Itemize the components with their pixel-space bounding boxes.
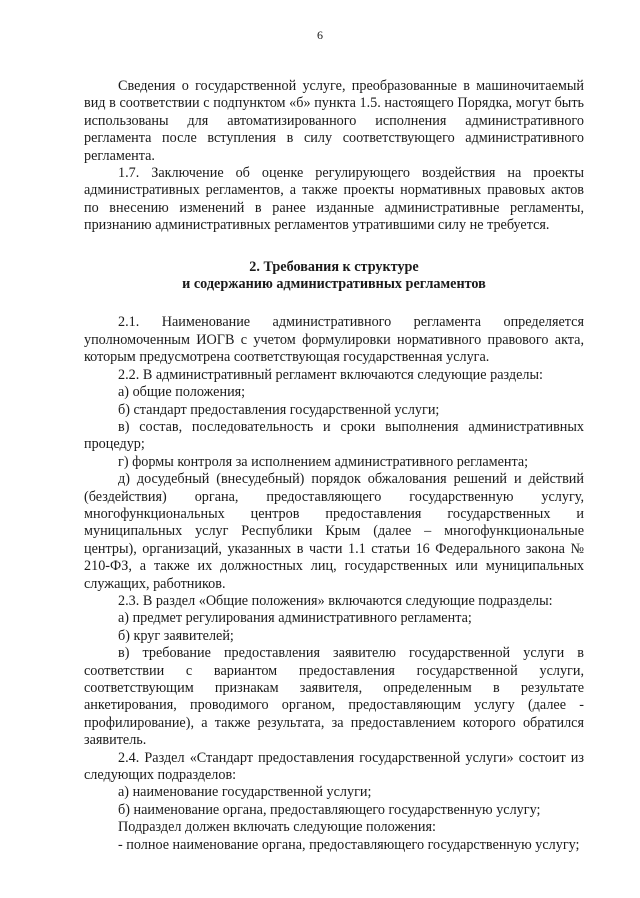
paragraph: Сведения о государственной услуге, преобразованные в машиночитаемый вид в соответствии с подпунктом «б» пункта 1.5. настоящего Порядка, могут быть использованы для автоматизированного исполнения административного регламента после вступления в силу соответствующего административного регламента. xyxy=(84,78,584,164)
paragraph: 1.7. Заключение об оценке регулирующего воздействия на проекты административных регламентов, а также проекты нормативных правовых актов по внесению изменений в ранее изданные административные регламенты, признанию административных регламентов утратившими силу не требуется. xyxy=(84,165,584,234)
paragraph: в) требование предоставления заявителю государственной услуги в соответствии с вариантом предоставления государственной услуги, соответствующим признакам заявителя, определенным в результате анкетирования, проводимого органом, предоставляющим услугу (далее - профилирование), а также результата, за предоставлением которого обратился заявитель. xyxy=(84,645,584,749)
paragraph: б) круг заявителей; xyxy=(118,627,234,644)
paragraph: 2.1. Наименование административного регламента определяется уполномоченным ИОГВ с учетом формулировки нормативного правового акта, которым предусмотрена соответствующая государственная услуга. xyxy=(84,314,584,366)
page-number: 6 xyxy=(317,28,323,42)
paragraph: а) предмет регулирования административного регламента; xyxy=(118,610,472,627)
paragraph: 2.3. В раздел «Общие положения» включаются следующие подразделы: xyxy=(118,592,553,609)
paragraph: 2.4. Раздел «Стандарт предоставления государственной услуги» состоит из следующих подразделов: xyxy=(84,749,584,784)
section-heading xyxy=(84,259,584,294)
paragraph: в) состав, последовательность и сроки выполнения административных процедур; xyxy=(84,418,584,453)
paragraph: б) стандарт предоставления государственной услуги; xyxy=(118,401,440,418)
paragraph: Подраздел должен включать следующие положения: xyxy=(118,819,436,836)
document-body xyxy=(84,78,584,854)
paragraph: а) наименование государственной услуги; xyxy=(118,784,372,801)
section-heading-line-1: 2. Требования к структуре xyxy=(249,258,419,275)
paragraph: а) общие положения; xyxy=(118,384,246,401)
paragraph: - полное наименование органа, предоставляющего государственную услугу; xyxy=(118,836,580,853)
paragraph: б) наименование органа, предоставляющего государственную услугу; xyxy=(118,801,541,818)
section-1-tail xyxy=(84,78,584,235)
section-heading-line-2: и содержанию административных регламентов xyxy=(182,276,486,293)
paragraph: д) досудебный (внесудебный) порядок обжалования решений и действий (бездействия) органа, предоставляющего государственную услугу, многофункциональных центров предоставления государственных и муниципальных услуг Республики Крым (далее – многофункциональные центры), организаций, указанных в части 1.1 статьи 16 Федерального закона № 210-ФЗ, а также их должностных лиц, государственных или муниципальных служащих, работников. xyxy=(84,471,584,592)
section-2-body xyxy=(84,314,584,854)
paragraph: г) формы контроля за исполнением административного регламента; xyxy=(118,453,529,470)
paragraph: 2.2. В административный регламент включаются следующие разделы: xyxy=(118,366,543,383)
